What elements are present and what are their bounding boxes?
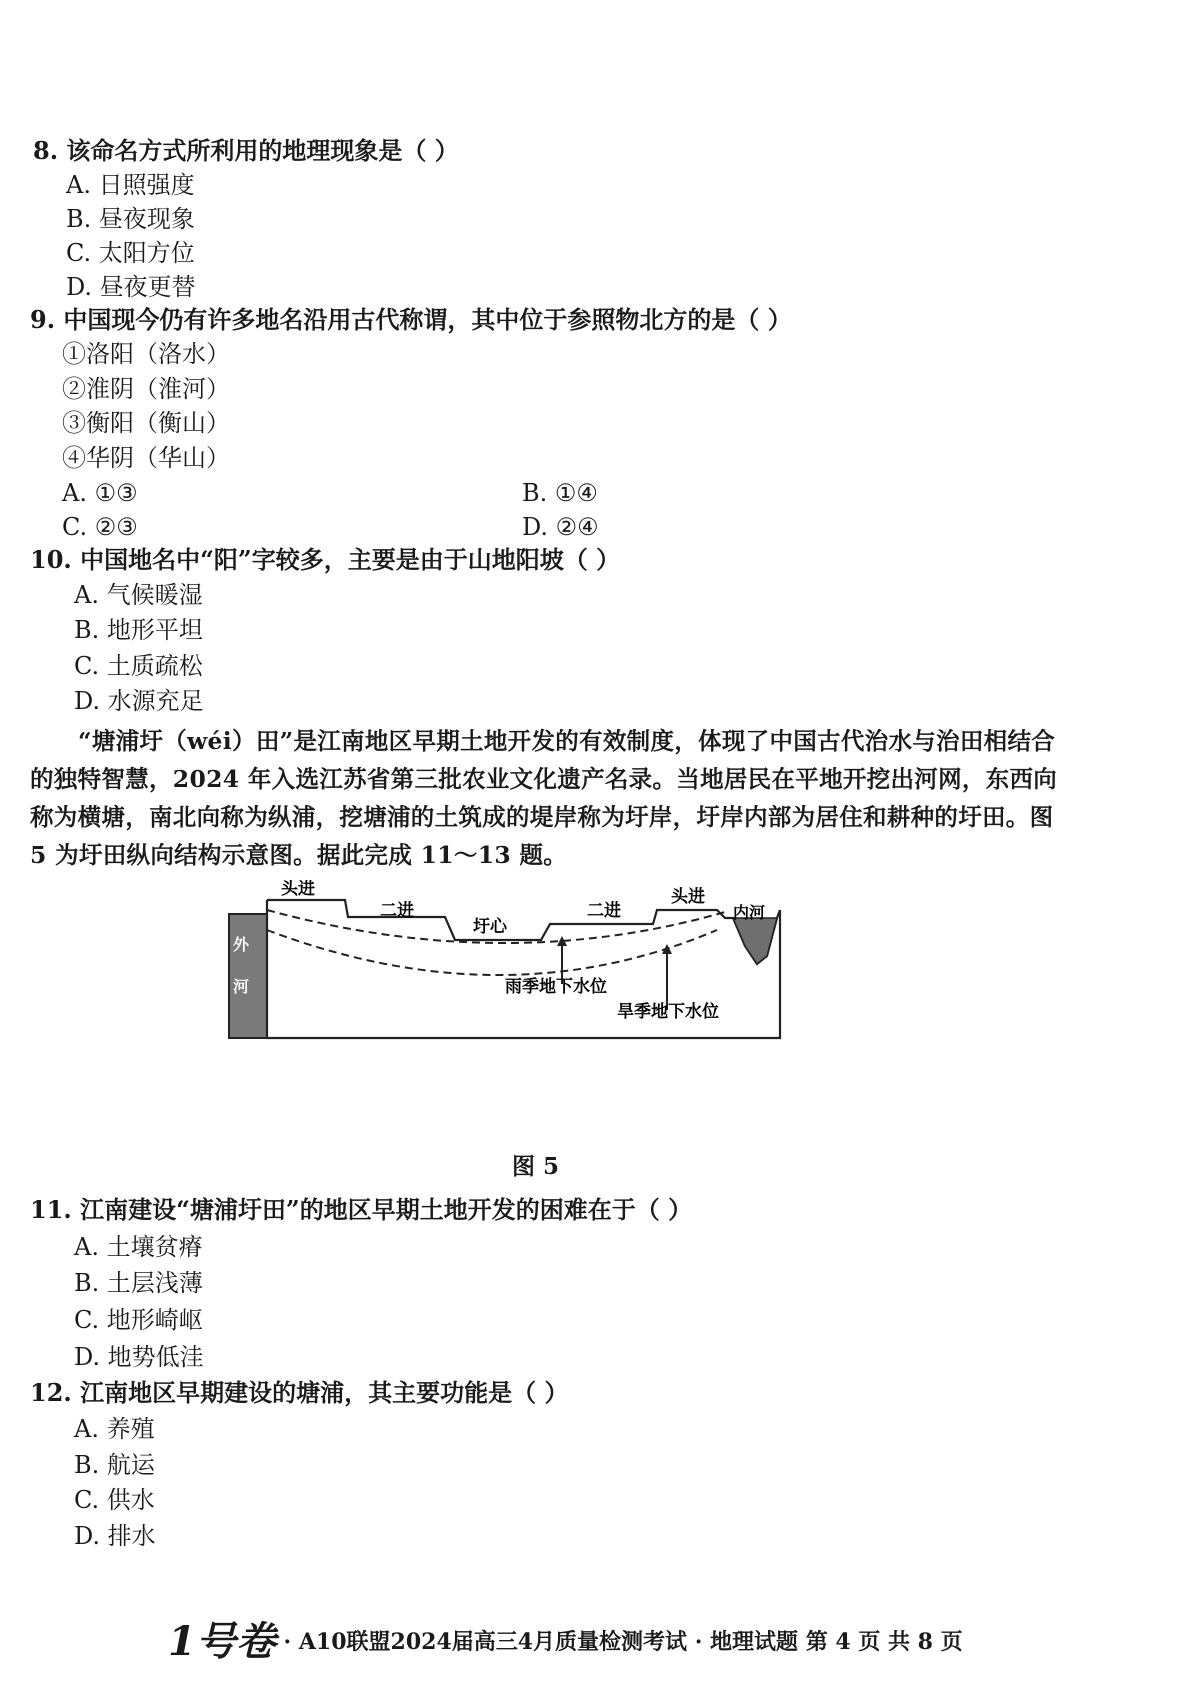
label-inner-river: 内河 xyxy=(733,903,766,922)
q8-option-d: D. 昼夜更替 xyxy=(66,273,196,301)
label-rainy-water-table: 雨季地下水位 xyxy=(505,977,607,997)
q9-option-a: A. ①③ xyxy=(62,479,138,507)
q12-option-c: C. 供水 xyxy=(74,1486,155,1514)
passage-paragraph: “塘浦圩（wéi）田”是江南地区早期土地开发的有效制度，体现了中国古代治水与治田相结合的独特智慧，2024 年入选江苏省第三批农业文化遗产名录。当地居民在平地开挖出河网，东西向称为横塘，南北向称为纵浦，挖塘浦的土筑成的堤岸称为圩岸，圩岸内部为居住和耕种的圩田。图 5 为圩田纵向结构示意图。据此完成 11～13 题。 xyxy=(30,727,1058,869)
q10-stem: 10. 中国地名中“阳”字较多，主要是由于山地阳坡（ ） xyxy=(30,545,621,574)
exam-logo: 1号卷 xyxy=(168,1618,276,1665)
label-er-jin-left: 二进 xyxy=(380,901,414,921)
label-outer-river-2: 河 xyxy=(233,977,250,996)
q12-option-a: A. 养殖 xyxy=(74,1415,155,1443)
label-wei-xin: 圩心 xyxy=(473,917,507,937)
q11-stem: 11. 江南建设“塘浦圩田”的地区早期土地开发的困难在于（ ） xyxy=(30,1195,693,1224)
outer-river-fill xyxy=(229,914,267,1038)
label-dry-water-table: 旱季地下水位 xyxy=(617,1002,719,1022)
q8-option-a: A. 日照强度 xyxy=(66,171,195,199)
q9-option-c: C. ②③ xyxy=(62,513,138,541)
q8-option-c: C. 太阳方位 xyxy=(66,239,195,267)
q9-item-1: ①洛阳（洛水） xyxy=(62,340,230,368)
q8-stem: 8. 该命名方式所利用的地理现象是（ ） xyxy=(33,136,459,165)
q10-option-d: D. 水源充足 xyxy=(74,687,204,715)
q9-item-2: ②淮阴（淮河） xyxy=(62,375,230,403)
passage-text xyxy=(30,722,1060,874)
label-outer-river-1: 外 xyxy=(233,935,250,954)
q9-item-4: ④华阴（华山） xyxy=(62,444,230,472)
q10-option-b: B. 地形平坦 xyxy=(74,616,203,644)
q11-option-c: C. 地形崎岖 xyxy=(74,1306,203,1334)
q11-option-d: D. 地势低洼 xyxy=(74,1343,204,1371)
q10-option-a: A. 气候暖湿 xyxy=(74,581,203,609)
figure-caption: 图 5 xyxy=(512,1153,560,1180)
footer-text: · A10联盟2024届高三4月质量检测考试 · 地理试题 第 4 页 共 8 页 xyxy=(283,1629,963,1655)
q12-stem: 12. 江南地区早期建设的塘浦，其主要功能是（ ） xyxy=(30,1378,569,1407)
q9-option-d: D. ②④ xyxy=(522,513,599,541)
q9-stem: 9. 中国现今仍有许多地名沿用古代称谓，其中位于参照物北方的是（ ） xyxy=(30,305,792,334)
q12-option-d: D. 排水 xyxy=(74,1522,156,1550)
q9-option-b: B. ①④ xyxy=(522,479,598,507)
q9-item-3: ③衡阳（衡山） xyxy=(62,409,230,437)
inner-river-water xyxy=(733,918,777,964)
q11-option-a: A. 土壤贫瘠 xyxy=(74,1233,203,1261)
figure-5-diagram xyxy=(205,880,865,1135)
q10-option-c: C. 土质疏松 xyxy=(74,652,203,680)
label-tou-jin-left: 头进 xyxy=(281,880,315,899)
page-footer xyxy=(168,1610,963,1667)
label-tou-jin-right: 头进 xyxy=(671,887,705,907)
label-er-jin-right: 二进 xyxy=(587,901,621,921)
q8-option-b: B. 昼夜现象 xyxy=(66,205,195,233)
q12-option-b: B. 航运 xyxy=(74,1451,155,1479)
q11-option-b: B. 土层浅薄 xyxy=(74,1269,203,1297)
